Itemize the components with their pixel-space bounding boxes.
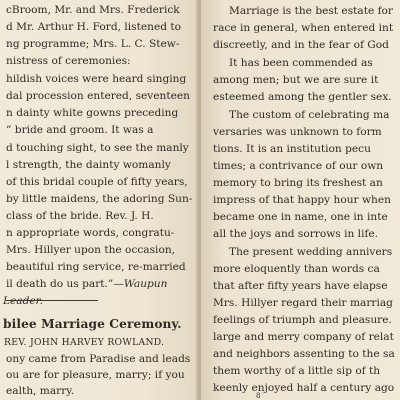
right-line-7: The custom of celebrating ma bbox=[229, 109, 390, 121]
left-line-5: hildish voices were heard singing bbox=[6, 73, 187, 85]
page-number: 8 bbox=[256, 392, 261, 400]
left-line-6: dal procession entered, seventeen bbox=[6, 90, 190, 102]
right-line-13: became one in name, one in inte bbox=[213, 211, 388, 223]
right-line-22: them worthy of a little sip of th bbox=[213, 365, 381, 377]
right-line-11: memory to bring its freshest an bbox=[213, 177, 383, 189]
right-line-15: The present wedding annivers bbox=[229, 246, 393, 258]
left-line-3: ng programme; Mrs. L. C. Stew- bbox=[6, 38, 180, 50]
left-line-1: cBroom, Mr. and Mrs. Frederick bbox=[6, 4, 180, 16]
section-line-1: ony came from Paradise and leads bbox=[6, 353, 191, 365]
right-line-18: Mrs. Hillyer regard their marriag bbox=[213, 297, 393, 309]
left-line-12: by little maidens, the adoring Sun- bbox=[6, 193, 193, 205]
right-line-3: discreetly, and in the fear of God bbox=[213, 39, 389, 51]
section-rule bbox=[6, 300, 98, 301]
left-line-17-text: il death do us part.”— bbox=[6, 278, 124, 290]
left-line-11: of this bridal couple of fifty years, bbox=[6, 176, 188, 188]
left-line-2: d Mr. Arthur H. Ford, listened to bbox=[6, 21, 181, 33]
left-line-17 bbox=[6, 277, 167, 291]
source-newspaper: Waupun bbox=[123, 278, 168, 290]
right-line-2: race in general, when entered int bbox=[213, 22, 394, 34]
section-title: bilee Marriage Ceremony. bbox=[3, 317, 182, 331]
right-line-9: tions. It is an institution pecu bbox=[213, 143, 371, 155]
right-line-14: all the joys and sorrows in life. bbox=[213, 228, 379, 240]
left-line-4: nistress of ceremonies: bbox=[6, 55, 131, 67]
source-newspaper-cont: Leader. bbox=[3, 295, 43, 307]
right-line-6: esteemed among the gentler sex. bbox=[213, 91, 392, 103]
left-line-14: n appropriate words, congratu- bbox=[6, 227, 175, 239]
right-line-12: impress of that happy hour when bbox=[213, 194, 391, 206]
right-line-21: and neighbors assenting to the sa bbox=[213, 348, 395, 360]
left-line-10: l strength, the dainty womanly bbox=[6, 159, 171, 171]
right-line-16: more eloquently than words ca bbox=[213, 263, 380, 275]
section-byline: REV. JOHN HARVEY ROWLAND. bbox=[4, 337, 165, 348]
right-line-23: keenly enjoyed half a century ago bbox=[213, 382, 395, 394]
right-line-10: times; a contrivance of our own bbox=[213, 160, 384, 172]
left-line-7: n dainty white gowns preceding bbox=[6, 107, 179, 119]
left-page bbox=[0, 0, 199, 400]
right-line-20: large and merry company of relat bbox=[213, 331, 394, 343]
left-line-15: Mrs. Hillyer upon the occasion, bbox=[6, 244, 176, 256]
left-line-13: class of the bride. Rev. J. H. bbox=[6, 210, 154, 222]
left-line-8: ” bride and groom. It was a bbox=[6, 124, 154, 136]
section-line-2: ou are for pleasure, marry; if you bbox=[6, 369, 185, 381]
left-line-9: d touching sight, to see the manly bbox=[6, 142, 189, 154]
right-line-19: feelings of triumph and pleasure. bbox=[213, 314, 392, 326]
right-page bbox=[201, 0, 400, 400]
right-line-17: that after fifty years have elapse bbox=[213, 280, 388, 292]
section-line-3: ealth, marry. bbox=[6, 385, 75, 397]
right-line-5: among men; but we are sure it bbox=[213, 74, 379, 86]
right-line-8: versaries was unknown to form bbox=[213, 126, 382, 138]
left-line-16: beautiful ring service, re-married bbox=[6, 261, 186, 273]
right-line-4: It has been commended as bbox=[229, 57, 373, 69]
right-line-1: Marriage is the best estate for bbox=[229, 5, 393, 17]
